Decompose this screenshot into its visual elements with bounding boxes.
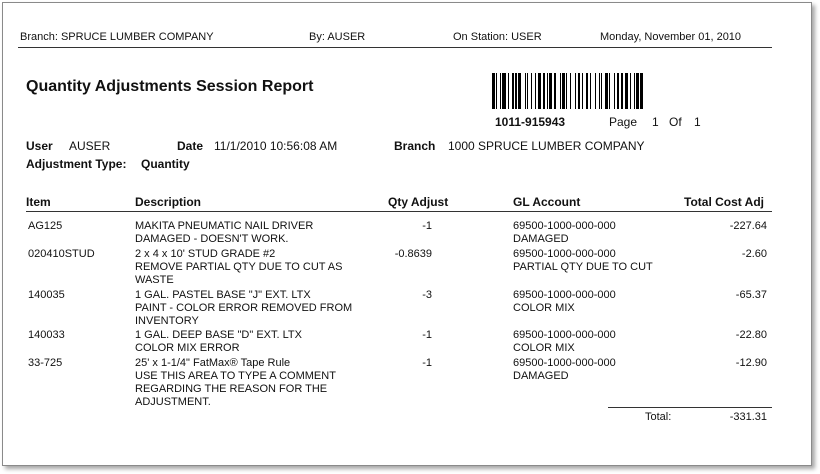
cell-description: 25' x 1-1/4" FatMax® Tape Rule USE THIS AREA TO TYPE A COMMENT REGARDING THE REASON FOR THE ADJUSTMENT.	[135, 357, 336, 408]
cell-item: 020410STUD	[28, 248, 95, 260]
total-divider	[608, 407, 772, 408]
cell-item: 140033	[28, 329, 65, 341]
header-user: By: AUSER	[309, 31, 366, 43]
cell-total-cost: -22.80	[735, 329, 767, 341]
total-label: Total:	[645, 411, 672, 423]
date-label: Date	[177, 139, 204, 153]
column-header-description: Description	[135, 195, 202, 209]
header-branch: Branch: SPRUCE LUMBER COMPANY	[20, 31, 214, 43]
branch-label: Branch	[394, 139, 436, 153]
of-label: Of	[669, 115, 682, 129]
page-label: Page	[609, 115, 638, 129]
cell-item: AG125	[28, 220, 63, 232]
cell-gl-account: 69500-1000-000-000 DAMAGED	[513, 357, 616, 382]
cell-description: MAKITA PNEUMATIC NAIL DRIVER DAMAGED - DOESN'T WORK.	[135, 220, 314, 245]
cell-gl-account: 69500-1000-000-000 COLOR MIX	[513, 329, 616, 354]
column-divider	[26, 211, 772, 212]
branch-value: 1000 SPRUCE LUMBER COMPANY	[448, 139, 645, 153]
total-value: -331.31	[729, 411, 767, 423]
header-date: Monday, November 01, 2010	[600, 31, 742, 43]
header-station: On Station: USER	[453, 31, 542, 43]
adjustment-type-label: Adjustment Type:	[26, 157, 127, 171]
cell-total-cost: -2.60	[741, 248, 767, 260]
barcode-number: 1011-915943	[495, 115, 566, 129]
cell-gl-account: 69500-1000-000-000 DAMAGED	[513, 220, 616, 245]
cell-description: 1 GAL. DEEP BASE "D" EXT. LTX COLOR MIX ERROR	[135, 329, 302, 354]
column-header-total-cost: Total Cost Adj	[684, 195, 764, 209]
page-total: 1	[694, 115, 701, 129]
date-value: 11/1/2010 10:56:08 AM	[214, 139, 338, 153]
column-header-qty: Qty Adjust	[388, 195, 449, 209]
cell-qty-adjust: -0.8639	[394, 248, 432, 260]
column-header-gl-account: GL Account	[513, 195, 581, 209]
cell-item: 33-725	[28, 357, 63, 369]
user-label: User	[26, 139, 53, 153]
report-title: Quantity Adjustments Session Report	[26, 78, 314, 95]
cell-total-cost: -12.90	[735, 357, 767, 369]
column-header-item: Item	[26, 195, 51, 209]
cell-gl-account: 69500-1000-000-000 COLOR MIX	[513, 289, 616, 314]
cell-total-cost: -227.64	[729, 220, 767, 232]
cell-qty-adjust: -1	[422, 220, 432, 232]
cell-qty-adjust: -3	[422, 289, 432, 301]
cell-description: 2 x 4 x 10' STUD GRADE #2 REMOVE PARTIAL QTY DUE TO CUT AS WASTE	[135, 248, 343, 286]
header-divider	[18, 47, 772, 48]
cell-total-cost: -65.37	[735, 289, 767, 301]
cell-gl-account: 69500-1000-000-000 PARTIAL QTY DUE TO CUT	[513, 248, 653, 273]
adjustment-type-value: Quantity	[141, 157, 190, 171]
cell-item: 140035	[28, 289, 65, 301]
cell-description: 1 GAL. PASTEL BASE "J" EXT. LTX PAINT - COLOR ERROR REMOVED FROM INVENTORY	[135, 289, 353, 327]
barcode-image	[492, 73, 745, 109]
cell-qty-adjust: -1	[422, 357, 432, 369]
user-value: AUSER	[69, 139, 111, 153]
cell-qty-adjust: -1	[422, 329, 432, 341]
page-number: 1	[652, 115, 659, 129]
report-page	[2, 2, 812, 466]
